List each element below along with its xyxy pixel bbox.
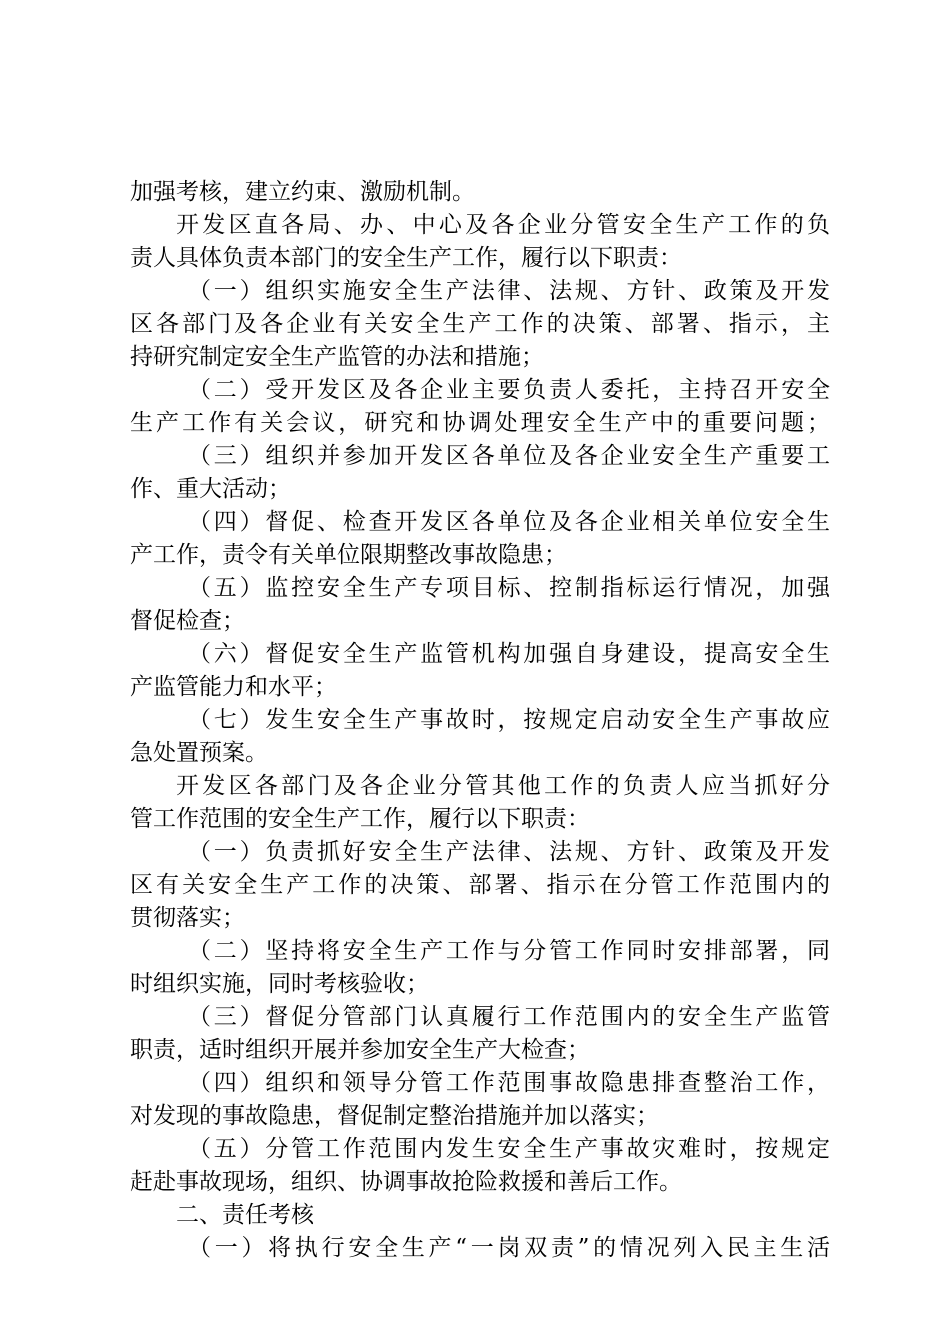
paragraph-line: 开发区直各局、办、中心及各企业分管安全生产工作的负 [176,212,830,238]
list-item-line: （一）组织实施安全生产法律、法规、方针、政策及开发 [188,278,830,304]
paragraph-line: 督促检查； [130,608,245,634]
list-item-line: （一）负责抓好安全生产法律、法规、方针、政策及开发 [188,839,830,865]
paragraph-line: 赶赴事故现场，组织、协调事故抢险救援和善后工作。 [130,1169,682,1195]
paragraph-line: 区各部门及各企业有关安全生产工作的决策、部署、指示，主 [130,311,830,337]
list-item-line: （六）督促安全生产监管机构加强自身建设，提高安全生 [188,641,830,667]
paragraph-line: 区有关安全生产工作的决策、部署、指示在分管工作范围内的 [130,872,830,898]
list-item-line: （七）发生安全生产事故时，按规定启动安全生产事故应 [188,707,830,733]
paragraph-line: 管工作范围的安全生产工作，履行以下职责： [130,806,590,832]
list-item-line: （五）分管工作范围内发生安全生产事故灾难时，按规定 [188,1136,830,1162]
paragraph-line: 作、重大活动； [130,476,291,502]
list-item-line: （二）受开发区及各企业主要负责人委托，主持召开安全 [188,377,830,403]
paragraph-line: 贯彻落实； [130,905,245,931]
list-item-line: （三）组织并参加开发区各单位及各企业安全生产重要工 [188,443,830,469]
paragraph-line: 职责，适时组织开展并参加安全生产大检查； [130,1037,590,1063]
paragraph-line: 对发现的事故隐患，督促制定整治措施并加以落实； [130,1103,659,1129]
list-item-line: （五）监控安全生产专项目标、控制指标运行情况，加强 [188,575,830,601]
list-item-line: （四）组织和领导分管工作范围事故隐患排查整治工作， [188,1070,830,1096]
paragraph-line: 责人具体负责本部门的安全生产工作，履行以下职责： [130,245,682,271]
paragraph-line: 产工作，责令有关单位限期整改事故隐患； [130,542,567,568]
paragraph-line: 急处置预案。 [130,740,268,766]
paragraph-line: 产监管能力和水平； [130,674,337,700]
list-item-line: （一）将执行安全生产“一岗双责”的情况列入民主生活 [188,1235,830,1261]
paragraph-line: 生产工作有关会议，研究和协调处理安全生产中的重要问题； [130,410,830,436]
list-item-line: （二）坚持将安全生产工作与分管工作同时安排部署，同 [188,938,830,964]
document-body [130,176,830,1265]
section-heading: 二、责任考核 [176,1202,314,1228]
list-item-line: （四）督促、检查开发区各单位及各企业相关单位安全生 [188,509,830,535]
paragraph-line: 持研究制定安全生产监管的办法和措施； [130,344,544,370]
list-item-line: （三）督促分管部门认真履行工作范围内的安全生产监管 [188,1004,830,1030]
paragraph-line: 加强考核，建立约束、激励机制。 [130,179,475,205]
paragraph-line: 时组织实施，同时考核验收； [130,971,429,997]
paragraph-line: 开发区各部门及各企业分管其他工作的负责人应当抓好分 [176,773,830,799]
